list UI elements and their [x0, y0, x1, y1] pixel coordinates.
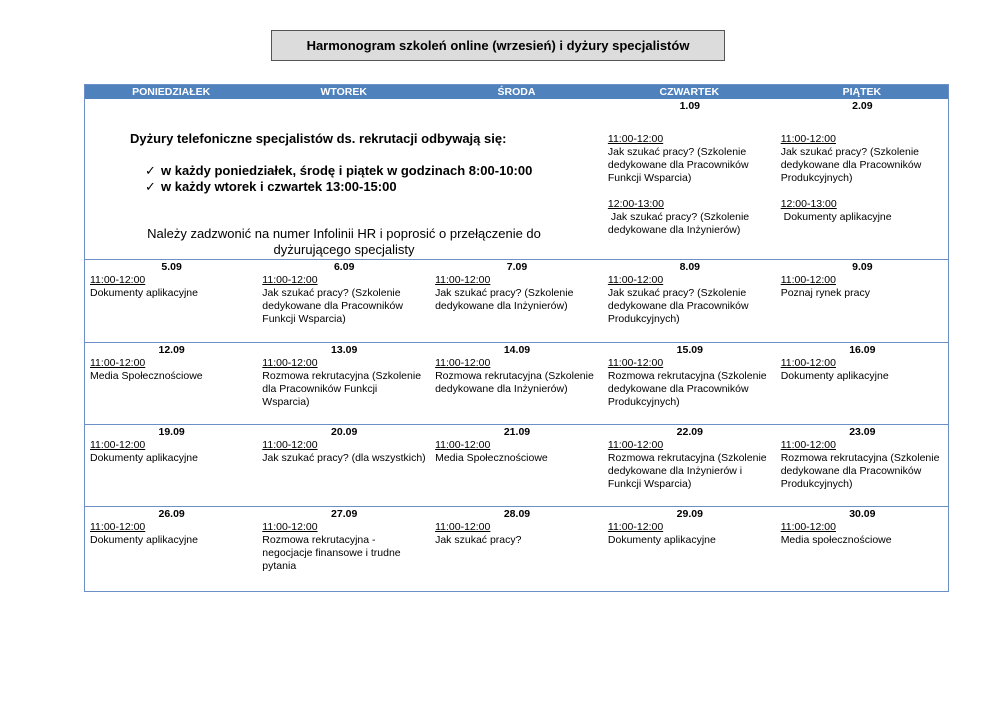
day-cell [85, 425, 258, 507]
session-time: 11:00-12:00 [90, 439, 146, 451]
day-date: 22.09 [676, 426, 703, 438]
session-title: Dokumenty aplikacyjne [90, 452, 198, 464]
day-cell [85, 507, 258, 592]
session-title: Jak szukać pracy? (Szkolenie dedykowane dla Pracowników Funkcji Wsparcia) [607, 146, 749, 184]
day-cell [85, 260, 258, 343]
week-row-5 [85, 507, 949, 592]
day-cell [603, 343, 776, 425]
day-date: 9.09 [852, 261, 873, 273]
day-date: 19.09 [158, 426, 185, 438]
session-time: 11:00-12:00 [607, 521, 664, 533]
week-row-1 [85, 99, 949, 260]
day-date: 14.09 [503, 344, 531, 356]
day-cell [430, 425, 603, 507]
day-cell [776, 343, 949, 425]
day-cell [430, 507, 603, 592]
session-title: Dokumenty aplikacyjne [780, 211, 892, 223]
session-title: Rozmowa rekrutacyjna (Szkolenie dla Pracowników Funkcji Wsparcia) [262, 370, 422, 408]
check-icon: ✓ [145, 163, 156, 178]
day-header-row [85, 85, 949, 100]
day-header-thu: CZWARTEK [603, 85, 776, 100]
session-title: Dokumenty aplikacyjne [607, 534, 716, 546]
session-time: 11:00-12:00 [90, 357, 146, 369]
session-time: 11:00-12:00 [607, 357, 664, 369]
day-cell [603, 507, 776, 592]
day-cell [85, 343, 258, 425]
session-title: Rozmowa rekrutacyjna (Szkolenie dedykowane dla Pracowników Produkcyjnych) [780, 452, 940, 490]
day-cell [257, 425, 430, 507]
day-date: 1.09 [679, 100, 700, 112]
session-time: 11:00-12:00 [90, 521, 146, 533]
day-date: 29.09 [676, 508, 703, 520]
session-time: 11:00-12:00 [262, 439, 318, 451]
day-date: 2.09 [852, 100, 873, 112]
session-title: Rozmowa rekrutacyjna (Szkolenie dedykowane dla Inżynierów i Funkcji Wsparcia) [607, 452, 767, 490]
session-title: Jak szukać pracy? (Szkolenie dedykowane dla Pracowników Produkcyjnych) [780, 146, 922, 184]
day-date: 30.09 [849, 508, 876, 520]
session-title: Media Społecznościowe [435, 452, 548, 464]
session-title: Media Społecznościowe [90, 370, 203, 382]
session-time: 11:00-12:00 [780, 133, 836, 145]
session-time: 11:00-12:00 [780, 274, 836, 286]
session-time: 11:00-12:00 [780, 521, 836, 533]
day-date: 13.09 [331, 344, 358, 356]
week-row-2 [85, 260, 949, 343]
session-time: 11:00-12:00 [607, 439, 664, 451]
session-time: 11:00-12:00 [780, 439, 836, 451]
day-cell [776, 425, 949, 507]
day-cell [776, 260, 949, 343]
session-time: 11:00-12:00 [435, 274, 491, 286]
day-date: 7.09 [506, 261, 528, 273]
day-cell [257, 507, 430, 592]
session-time: 11:00-12:00 [262, 521, 318, 533]
day-cell [430, 343, 603, 425]
session-title: Rozmowa rekrutacyjna - negocjacje finansowe i trudne pytania [262, 534, 401, 572]
duty-info-panel [85, 99, 603, 260]
session-time: 11:00-12:00 [435, 357, 491, 369]
session-time: 11:00-12:00 [780, 357, 836, 369]
session-title: Jak szukać pracy? (Szkolenie dedykowane dla Pracowników Produkcyjnych) [607, 287, 749, 325]
day-header-mon: PONIEDZIAŁEK [85, 85, 258, 100]
day-date: 21.09 [503, 426, 531, 438]
day-header-wed: ŚRODA [430, 85, 603, 100]
day-date: 8.09 [679, 261, 700, 273]
session-time: 12:00-13:00 [780, 198, 837, 210]
day-date: 23.09 [849, 426, 876, 438]
day-cell [603, 260, 776, 343]
session-title: Jak szukać pracy? (Szkolenie dedykowane dla Inżynierów) [435, 287, 574, 312]
day-date: 6.09 [333, 261, 355, 273]
session-title: Media społecznościowe [780, 534, 892, 546]
day-cell-thu [603, 99, 776, 260]
day-cell [776, 507, 949, 592]
day-cell [257, 343, 430, 425]
duty-info-paragraph-line: dyżurującego specjalisty [273, 242, 415, 257]
week-row-3 [85, 343, 949, 425]
duty-info-list [145, 163, 532, 195]
day-date: 12.09 [158, 344, 185, 356]
day-date: 15.09 [676, 344, 703, 356]
day-cell [257, 260, 430, 343]
day-date: 28.09 [503, 508, 531, 520]
session-time: 11:00-12:00 [262, 274, 318, 286]
check-icon: ✓ [145, 179, 156, 194]
session-time: 11:00-12:00 [607, 274, 664, 286]
session-time: 12:00-13:00 [607, 198, 664, 210]
session-time: 11:00-12:00 [435, 521, 491, 533]
session-time: 11:00-12:00 [262, 357, 318, 369]
day-header-tue: WTOREK [257, 85, 430, 100]
duty-info-text: w każdy wtorek i czwartek 13:00-15:00 [161, 179, 397, 194]
day-date: 20.09 [331, 426, 358, 438]
session-title: Dokumenty aplikacyjne [90, 534, 198, 546]
session-time: 11:00-12:00 [90, 274, 146, 286]
duty-info-heading: Dyżury telefoniczne specjalistów ds. rekrutacji odbywają się: [130, 131, 507, 146]
session-title: Rozmowa rekrutacyjna (Szkolenie dedykowane dla Inżynierów) [435, 370, 594, 395]
day-cell-fri [776, 99, 949, 260]
session-title: Jak szukać pracy? (dla wszystkich) [262, 452, 426, 464]
session-title: Dokumenty aplikacyjne [780, 370, 889, 382]
duty-info-text: w każdy poniedziałek, środę i piątek w godzinach 8:00-10:00 [161, 163, 533, 178]
day-date: 5.09 [161, 261, 182, 273]
session-time: 11:00-12:00 [607, 133, 664, 145]
session-title: Dokumenty aplikacyjne [90, 287, 198, 299]
session-title: Rozmowa rekrutacyjna (Szkolenie dedykowane dla Pracowników Produkcyjnych) [607, 370, 767, 408]
session-title: Jak szukać pracy? [435, 534, 522, 546]
duty-info-item [145, 179, 532, 195]
week-row-4 [85, 425, 949, 507]
session-title: Jak szukać pracy? (Szkolenie dedykowane dla Inżynierów) [607, 211, 753, 236]
day-date: 26.09 [158, 508, 185, 520]
page-title: Harmonogram szkoleń online (wrzesień) i dyżury specjalistów [271, 30, 725, 61]
duty-info-paragraph-line: Należy zadzwonić na numer Infolinii HR i poprosić o przełączenie do [147, 226, 541, 241]
day-header-fri: PIĄTEK [776, 85, 949, 100]
day-date: 16.09 [849, 344, 876, 356]
schedule-table [84, 84, 949, 592]
duty-info-item [145, 163, 532, 179]
session-time: 11:00-12:00 [435, 439, 491, 451]
duty-info-paragraph [85, 226, 603, 258]
session-title: Jak szukać pracy? (Szkolenie dedykowane dla Pracowników Funkcji Wsparcia) [262, 287, 403, 325]
day-date: 27.09 [331, 508, 358, 520]
session-title: Poznaj rynek pracy [780, 287, 870, 299]
day-cell [603, 425, 776, 507]
day-cell [430, 260, 603, 343]
